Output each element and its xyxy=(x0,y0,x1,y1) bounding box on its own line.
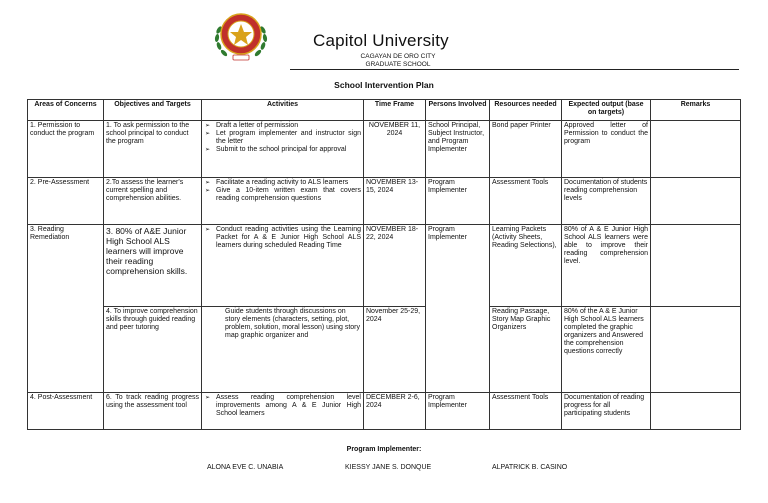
remarks-cell xyxy=(651,121,741,178)
output-cell: Approved letter of Permission to conduct the program xyxy=(562,121,651,178)
objective-cell: 2.To assess the learner's current spelling and comprehension abilities. xyxy=(104,178,202,225)
time-cell: NOVEMBER 11, 2024 xyxy=(364,121,426,178)
table-header-row xyxy=(28,100,741,121)
activities-cell xyxy=(202,178,364,225)
university-school: GRADUATE SCHOOL xyxy=(365,61,431,68)
implementer-name: ALONA EVE C. UNABIA xyxy=(207,464,284,471)
output-cell: Documentation of students reading comprehension levels xyxy=(562,178,651,225)
implementer-name: KIESSY JANE S. DONQUE xyxy=(345,464,432,471)
remarks-cell xyxy=(651,393,741,430)
resources-cell: Assessment Tools xyxy=(490,178,562,225)
resources-cell: Reading Passage, Story Map Graphic Organizers xyxy=(490,307,562,393)
area-cell: 4. Post-Assessment xyxy=(28,393,104,430)
activity-item: ➢ Draft a letter of permission xyxy=(216,122,361,130)
resources-cell: Learning Packets (Activity Sheets, Reading Selections), xyxy=(490,225,562,307)
col-header: Expected output (base on targets) xyxy=(562,100,651,121)
output-cell: 80% of the A & E Junior High School ALS learners completed the graphic organizers and Answered the comprehension questions correctly xyxy=(562,307,651,393)
remarks-cell xyxy=(651,225,741,307)
activities-cell xyxy=(202,121,364,178)
objective-cell: 4. To improve comprehension skills through guided reading and peer tutoring xyxy=(104,307,202,393)
university-city: CAGAYAN DE ORO CITY xyxy=(360,53,436,60)
objective-cell: 1. To ask permission to the school principal to conduct the program xyxy=(104,121,202,178)
remarks-cell xyxy=(651,307,741,393)
implementer-label: Program Implementer: xyxy=(346,446,422,453)
header-divider xyxy=(290,69,739,70)
activities-cell: Guide students through discussions on story elements (characters, setting, plot, problem, solution, moral lesson) using story map graphic organizer and xyxy=(202,307,364,393)
col-header: Persons Involved xyxy=(426,100,490,121)
time-cell: NOVEMBER 13-15, 2024 xyxy=(364,178,426,225)
area-cell: 3. Reading Remediation xyxy=(28,225,104,393)
objective-cell: 3. 80% of A&E Junior High School ALS learners will improve their reading comprehension skills. xyxy=(104,225,202,307)
persons-cell: Program Implementer xyxy=(426,178,490,225)
area-cell: 1. Permission to conduct the program xyxy=(28,121,104,178)
activities-cell xyxy=(202,225,364,307)
activity-item: ➢ Let program implementer and instructor sign the letter xyxy=(216,130,361,146)
persons-cell: Program Implementer xyxy=(426,393,490,430)
time-cell: NOVEMBER 18-22, 2024 xyxy=(364,225,426,307)
table-row xyxy=(28,393,741,430)
output-cell: 80% of A & E Junior High School ALS learners were able to improve their reading comprehension level. xyxy=(562,225,651,307)
table-row xyxy=(28,178,741,225)
col-header: Resources needed xyxy=(490,100,562,121)
remarks-cell xyxy=(651,178,741,225)
col-header: Activities xyxy=(202,100,364,121)
col-header: Time Frame xyxy=(364,100,426,121)
table-row xyxy=(28,307,741,393)
table-row xyxy=(28,121,741,178)
activity-item: ➢ Give a 10-item written exam that covers reading comprehension questions xyxy=(216,187,361,203)
col-header: Objectives and Targets xyxy=(104,100,202,121)
area-cell: 2. Pre-Assessment xyxy=(28,178,104,225)
col-header: Remarks xyxy=(651,100,741,121)
col-header: Areas of Concerns xyxy=(28,100,104,121)
intervention-plan-table xyxy=(27,99,741,430)
letterhead xyxy=(0,0,768,72)
time-cell: November 25-29, 2024 xyxy=(364,307,426,393)
university-name: Capitol University xyxy=(313,31,449,50)
resources-cell: Assessment Tools xyxy=(490,393,562,430)
persons-cell: School Principal, Subject Instructor, and Program Implementer xyxy=(426,121,490,178)
output-cell: Documentation of reading progress for all participating students xyxy=(562,393,651,430)
implementer-name: ALPATRICK B. CASINO xyxy=(492,464,568,471)
time-cell: DECEMBER 2-6, 2024 xyxy=(364,393,426,430)
document-title: School Intervention Plan xyxy=(334,80,434,90)
table-row xyxy=(28,225,741,307)
objective-cell: 6. To track reading progress using the assessment tool xyxy=(104,393,202,430)
resources-cell: Bond paper Printer xyxy=(490,121,562,178)
activities-cell xyxy=(202,393,364,430)
activity-item: ➢ Submit to the school principal for approval xyxy=(216,146,361,154)
activity-item: ➢ Conduct reading activities using the Learning Packet for A & E Junior High School ALS learners during scheduled Reading Time xyxy=(216,226,361,250)
persons-cell: Program Implementer xyxy=(426,225,490,393)
activity-item: ➢ Assess reading comprehension level improvements among A & E Junior High School learners xyxy=(216,394,361,418)
activity-item: ➢ Facilitate a reading activity to ALS learners xyxy=(216,179,361,187)
